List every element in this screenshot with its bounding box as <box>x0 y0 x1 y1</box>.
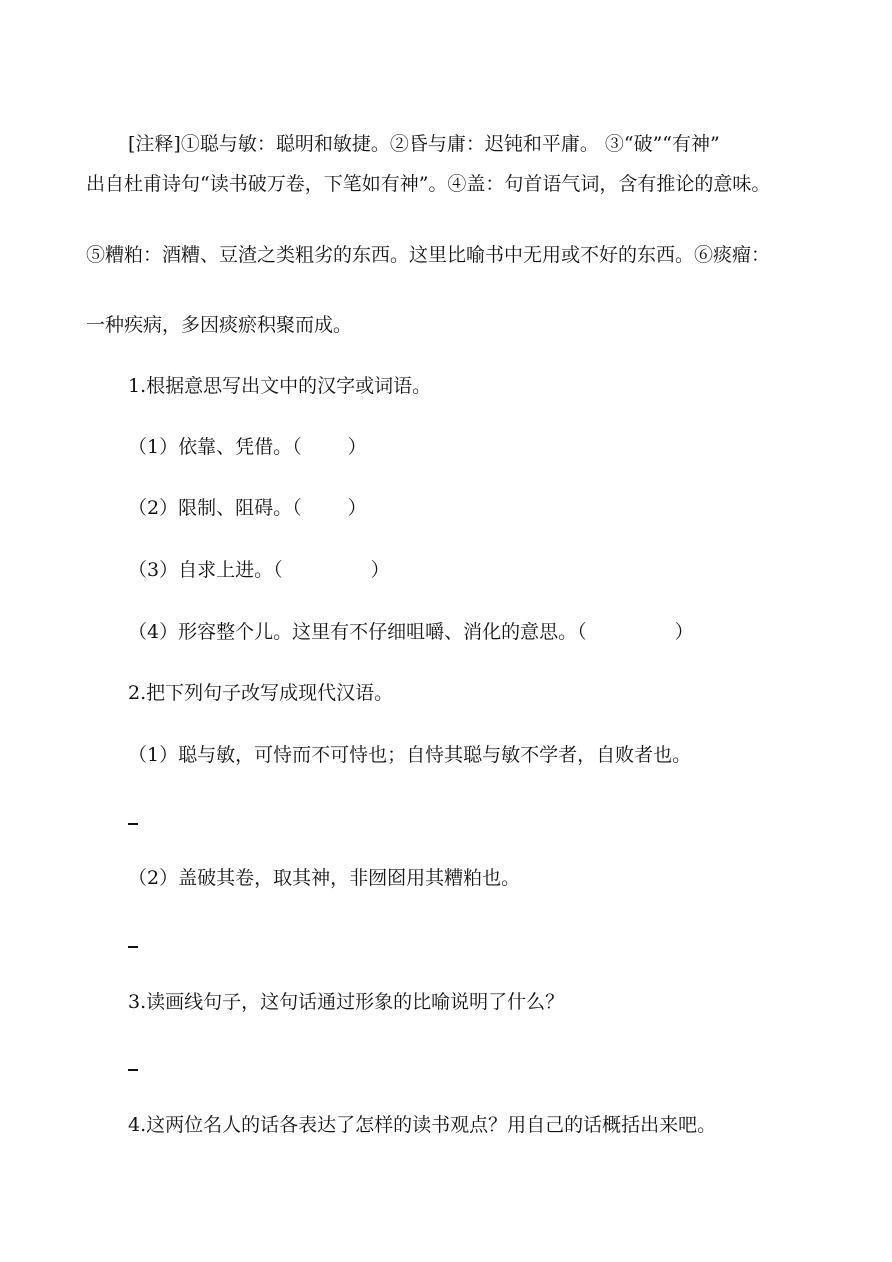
note-line-3: ⑤糟粕：酒糟、豆渣之类粗劣的东西。这里比喻书中无用或不好的东西。⑥痰瘤： <box>86 244 771 266</box>
question-1-item-2 <box>128 496 367 520</box>
question-1-title: 1.根据意思写出文中的汉字或词语。 <box>128 375 432 397</box>
close-paren: ） <box>370 559 390 581</box>
answer-line[interactable] <box>128 946 138 948</box>
item-label: （2）限制、阻碍。（ <box>128 497 302 519</box>
question-1-item-4 <box>128 620 694 644</box>
close-paren: ） <box>347 497 367 519</box>
item-label: （3）自求上进。（ <box>128 559 283 581</box>
close-paren: ） <box>674 621 694 643</box>
note-line-1: [注释]①聪与敏：聪明和敏捷。②昏与庸：迟钝和平庸。 ③“破”“有神” <box>128 133 720 155</box>
close-paren: ） <box>347 436 367 458</box>
note-line-2: 出自杜甫诗句“读书破万卷，下笔如有神”。④盖：句首语气词，含有推论的意味。 <box>86 173 771 195</box>
answer-line[interactable] <box>128 823 138 825</box>
question-3-title: 3.读画线句子，这句话通过形象的比喻说明了什么？ <box>128 991 565 1013</box>
item-label: （1）依靠、凭借。（ <box>128 436 302 458</box>
answer-line[interactable] <box>128 1069 138 1071</box>
question-1-item-3 <box>128 558 390 582</box>
question-4-title: 4.这两位名人的话各表达了怎样的读书观点？用自己的话概括出来吧。 <box>128 1114 717 1136</box>
question-2-item-2: （2）盖破其卷，取其神，非囫囵用其糟粕也。 <box>128 867 521 889</box>
question-2-item-1: （1）聪与敏，可恃而不可恃也；自恃其聪与敏不学者，自败者也。 <box>128 744 692 766</box>
note-line-4: 一种疾病，多因痰瘀积聚而成。 <box>86 314 353 336</box>
question-2-title: 2.把下列句子改写成现代汉语。 <box>128 682 394 704</box>
item-label: （4）形容整个儿。这里有不仔细咀嚼、消化的意思。（ <box>128 621 587 643</box>
question-1-item-1 <box>128 435 367 459</box>
